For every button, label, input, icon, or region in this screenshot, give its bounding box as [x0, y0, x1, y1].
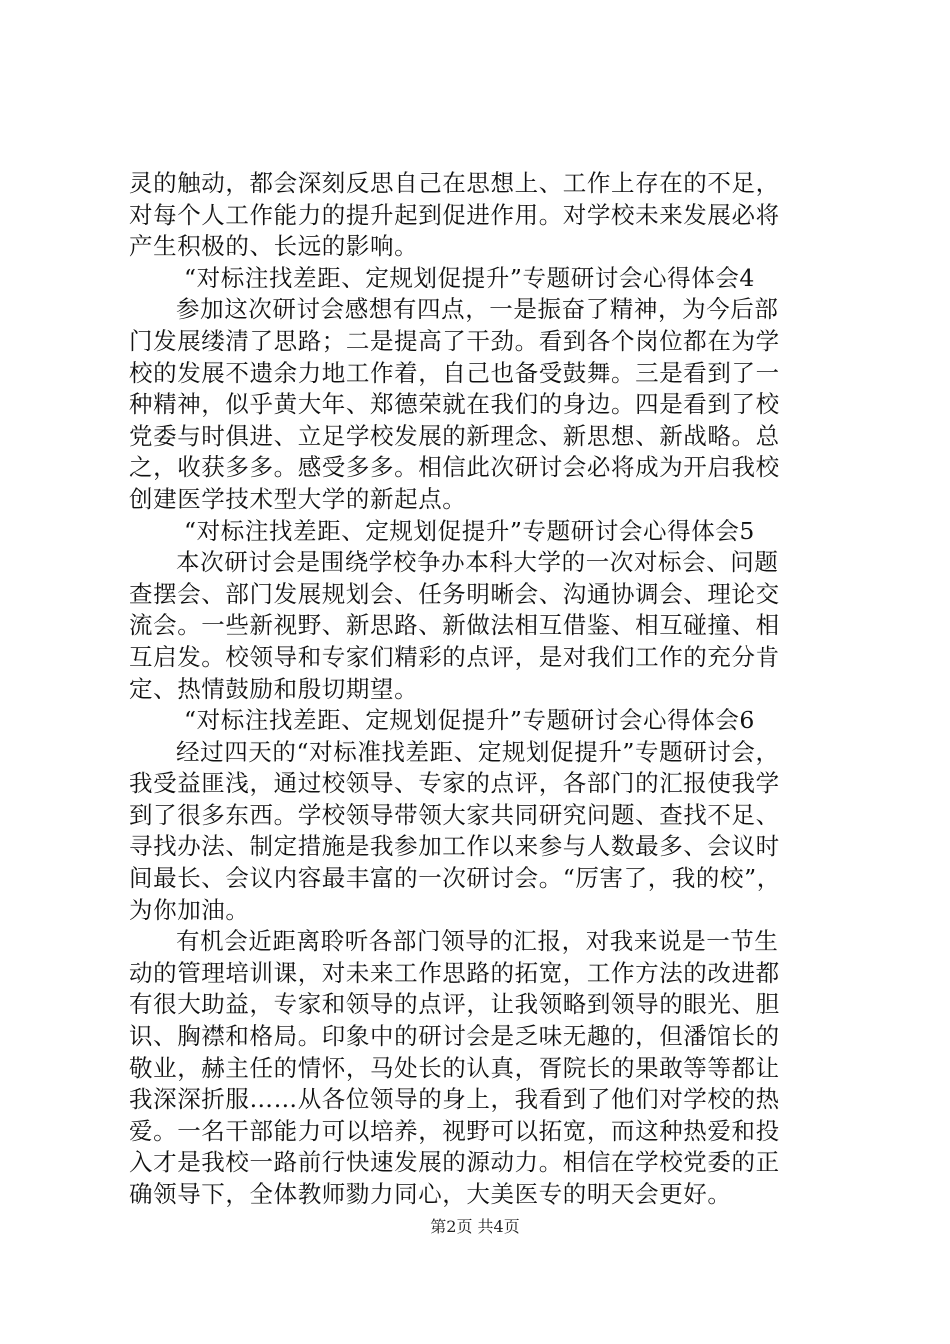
paragraph-line: 创建医学技术型大学的新起点。 [129, 484, 467, 513]
paragraph-line: 灵的触动，都会深刻反思自己在思想上、工作上存在的不足， [129, 169, 780, 197]
paragraph-line: 产生积极的、长远的影响。 [129, 232, 419, 261]
paragraph-line: 敬业，赫主任的情怀，马处长的认真，胥院长的果敢等等都让 [129, 1053, 780, 1082]
paragraph-line: 之，收获多多。感受多多。相信此次研讨会必将成为开启我校 [129, 453, 780, 482]
page-footer [0, 1214, 950, 1237]
paragraph-line: 动的管理培训课，对未来工作思路的拓宽，工作方法的改进都 [129, 958, 780, 987]
paragraph-line: 参加这次研讨会感想有四点，一是振奋了精神，为今后部 [176, 295, 779, 324]
paragraph-line: 种精神，似乎黄大年、郑德荣就在我们的身边。四是看到了校 [129, 390, 780, 419]
paragraph-line: 有机会近距离聆听各部门领导的汇报，对我来说是一节生 [176, 927, 779, 956]
paragraph-line: 经过四天的“对标准找差距、定规划促提升”专题研讨会， [176, 737, 780, 766]
paragraph-line: 校的发展不遗余力地工作着，自己也备受鼓舞。三是看到了一 [129, 358, 780, 387]
paragraph-line: 流会。一些新视野、新思路、新做法相互借鉴、相互碰撞、相 [129, 611, 780, 640]
paragraph-line: 爱。一名干部能力可以培养，视野可以拓宽，而这种热爱和投 [129, 1116, 780, 1145]
section-heading: “对标注找差距、定规划促提升”专题研讨会心得体会4 [184, 263, 755, 292]
paragraph-line: 党委与时俱进、立足学校发展的新理念、新思想、新战略。总 [129, 421, 780, 450]
section-heading: “对标注找差距、定规划促提升”专题研讨会心得体会5 [184, 516, 755, 545]
section-heading: “对标注找差距、定规划促提升”专题研讨会心得体会6 [184, 706, 755, 735]
paragraph-line: 确领导下，全体教师勠力同心，大美医专的明天会更好。 [129, 1180, 732, 1208]
paragraph-line: 对每个人工作能力的提升起到促进作用。对学校未来发展必将 [129, 200, 780, 229]
paragraph-line: 我受益匪浅，通过校领导、专家的点评，各部门的汇报使我学 [129, 769, 780, 798]
paragraph-line: 寻找办法、制定措施是我参加工作以来参与人数最多、会议时 [129, 832, 780, 861]
paragraph-line: 到了很多东西。学校领导带领大家共同研究问题、查找不足、 [129, 800, 780, 829]
paragraph-line: 为你加油。 [129, 895, 250, 924]
paragraph-line: 本次研讨会是围绕学校争办本科大学的一次对标会、问题 [176, 548, 779, 577]
paragraph-line: 入才是我校一路前行快速发展的源动力。相信在学校党委的正 [129, 1148, 780, 1177]
paragraph-line: 有很大助益，专家和领导的点评，让我领略到领导的眼光、胆 [129, 990, 780, 1019]
paragraph-line: 互启发。校领导和专家们精彩的点评，是对我们工作的充分肯 [129, 642, 780, 671]
paragraph-line: 定、热情鼓励和殷切期望。 [129, 674, 419, 703]
paragraph-line: 门发展缕清了思路；二是提高了干劲。看到各个岗位都在为学 [129, 326, 780, 355]
page-number-label: 第2页 共4页 [430, 1217, 520, 1236]
paragraph-line: 识、胸襟和格局。印象中的研讨会是乏味无趣的，但潘馆长的 [129, 1022, 780, 1051]
paragraph-line: 间最长、会议内容最丰富的一次研讨会。“厉害了，我的校”， [129, 864, 781, 893]
paragraph-line: 我深深折服……从各位领导的身上，我看到了他们对学校的热 [129, 1085, 780, 1114]
paragraph-line: 查摆会、部门发展规划会、任务明晰会、沟通协调会、理论交 [129, 579, 780, 608]
document-body [129, 168, 829, 1211]
